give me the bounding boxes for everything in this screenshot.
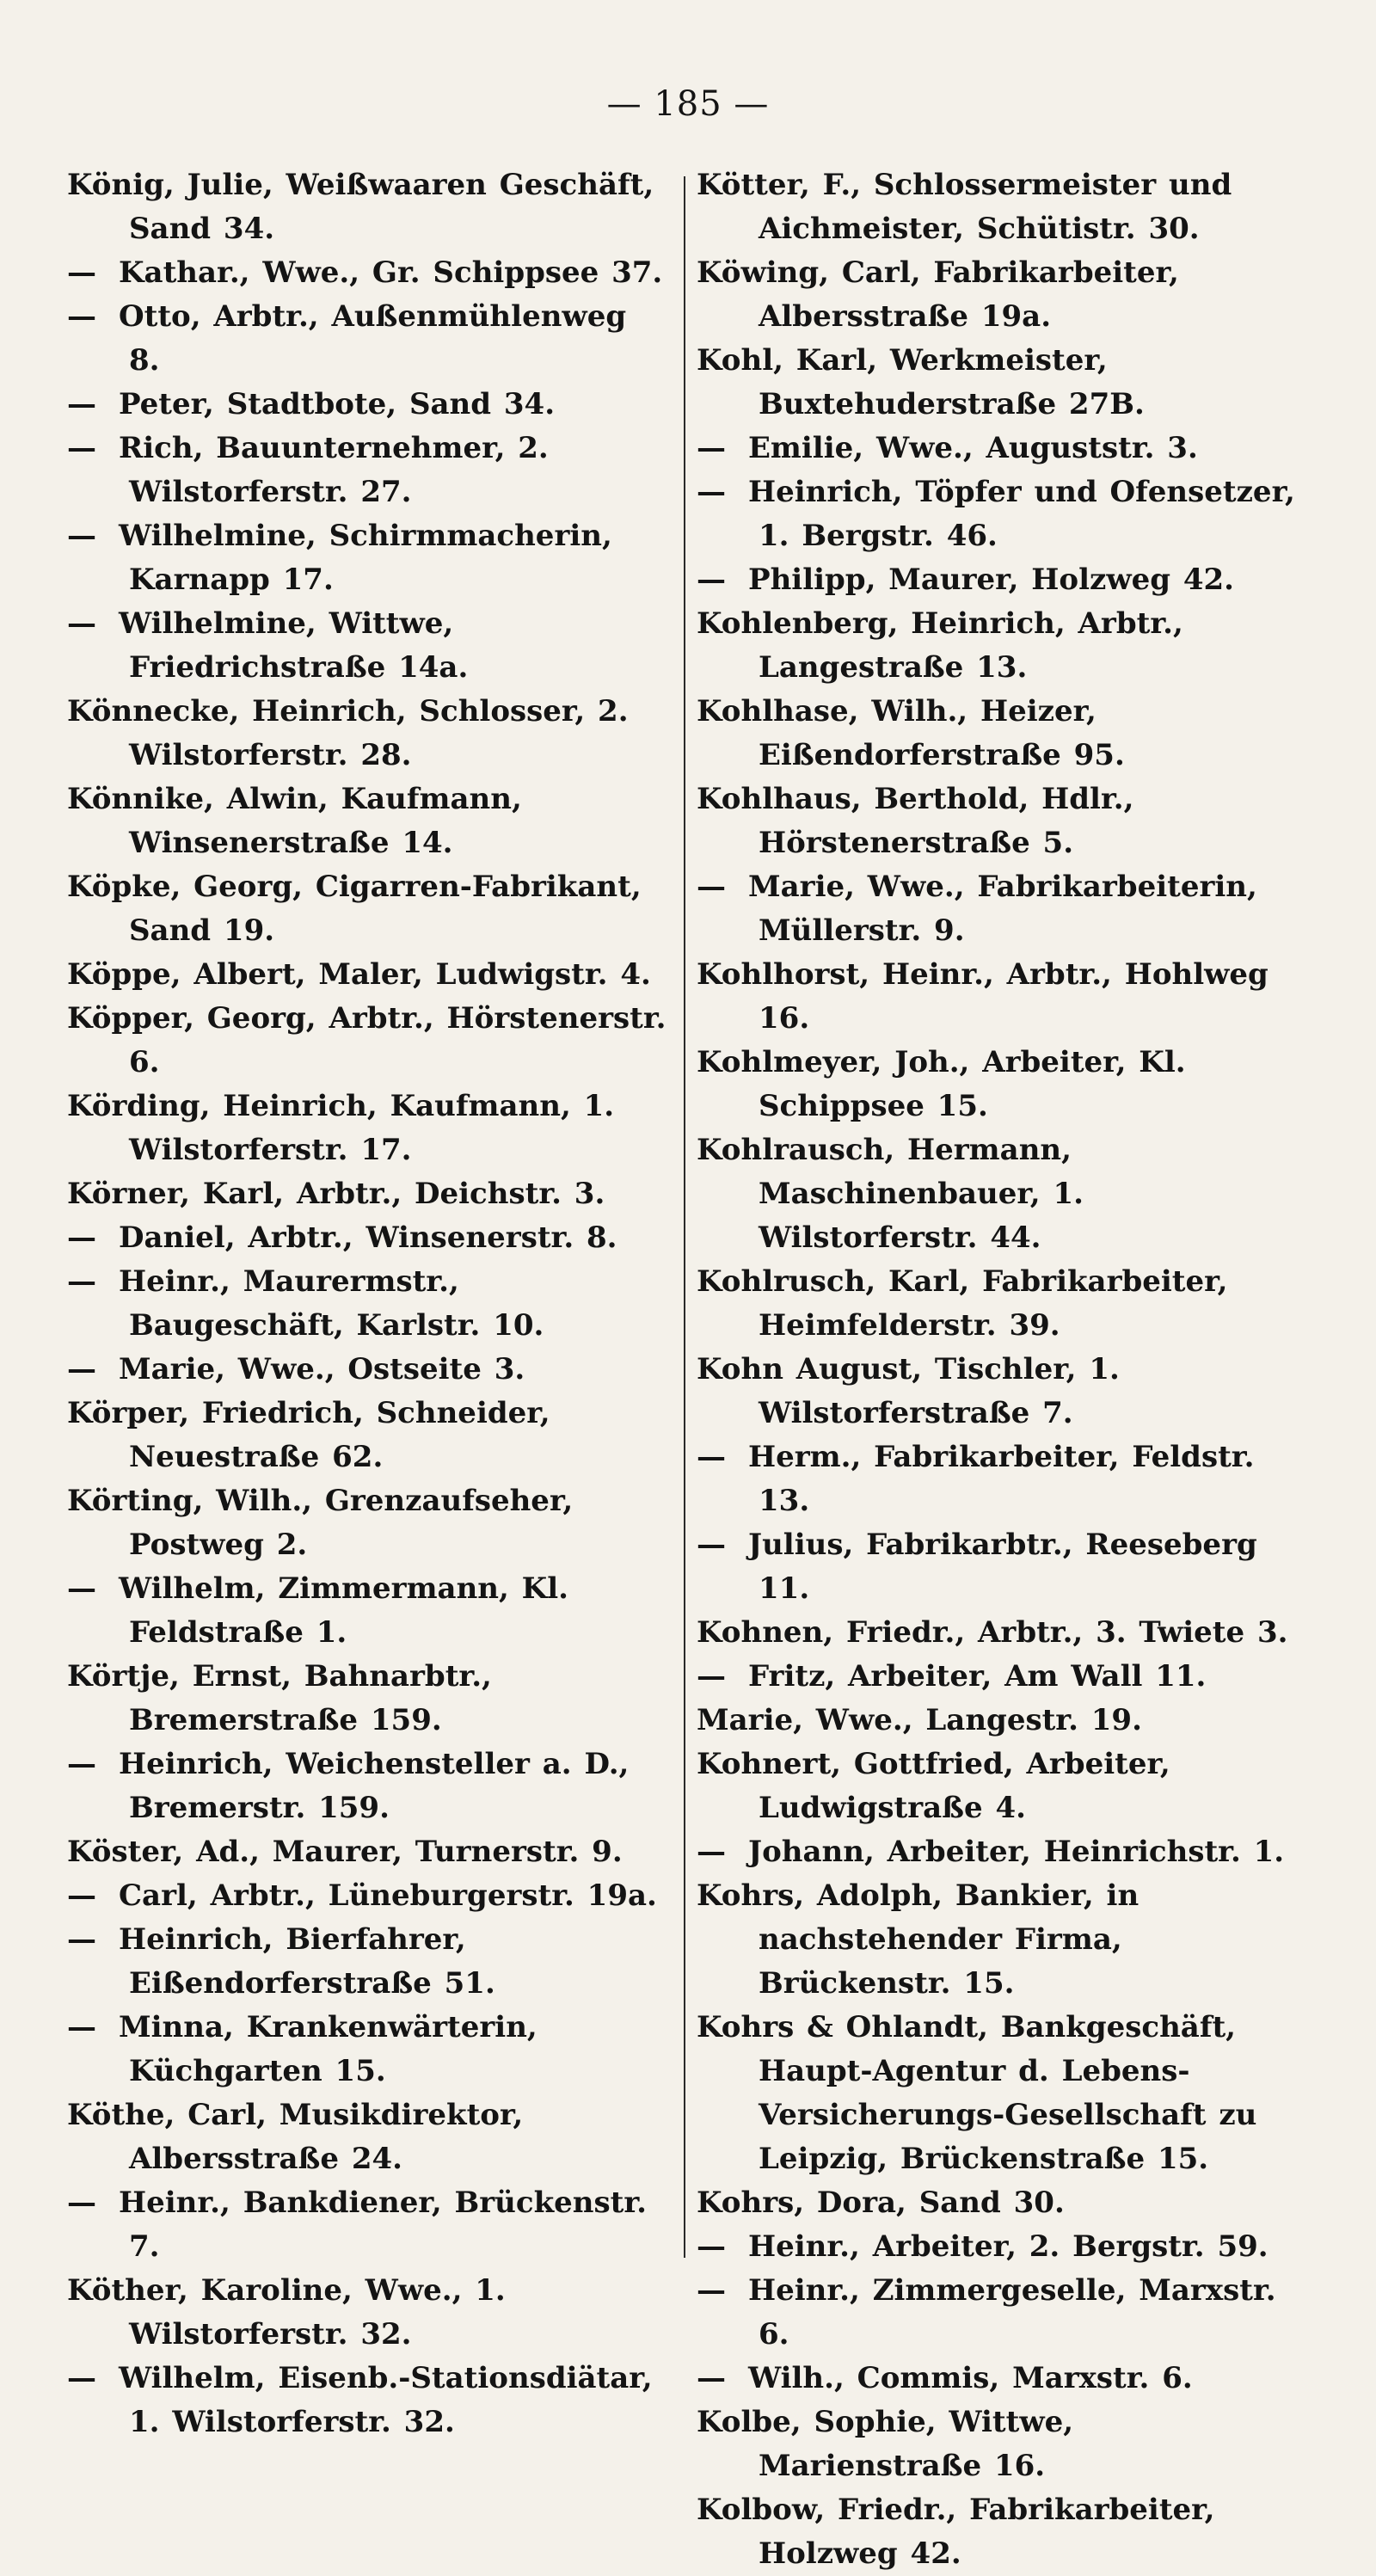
entry-text: Heinr., Arbeiter, 2. Bergstr. 59. bbox=[748, 2229, 1268, 2264]
directory-entry bbox=[697, 690, 1299, 778]
entry-text: Körting, Wilh., Grenzaufseher, Postweg 2. bbox=[67, 1484, 574, 1562]
directory-entry bbox=[67, 295, 669, 383]
ditto-dash: — bbox=[697, 1528, 726, 1562]
directory-entry bbox=[697, 2488, 1299, 2576]
directory-entry bbox=[67, 865, 669, 953]
entry-text: Daniel, Arbtr., Winsenerstr. 8. bbox=[119, 1220, 617, 1255]
entry-text: Körding, Heinrich, Kaufmann, 1. Wilstorferstr. 17. bbox=[67, 1089, 615, 1167]
directory-entry bbox=[67, 2093, 669, 2181]
ditto-dash: — bbox=[697, 2273, 726, 2308]
entry-text: Körtje, Ernst, Bahnarbtr., Bremerstraße 159. bbox=[67, 1659, 492, 1737]
directory-entry bbox=[67, 2006, 669, 2093]
directory-entry bbox=[697, 1611, 1299, 1655]
directory-entry bbox=[697, 2357, 1299, 2401]
ditto-dash: — bbox=[67, 2186, 96, 2220]
directory-entry bbox=[697, 427, 1299, 470]
entry-text: Peter, Stadtbote, Sand 34. bbox=[119, 387, 556, 421]
entry-text: Heinrich, Töpfer und Ofensetzer, 1. Bergstr. 46. bbox=[748, 475, 1295, 553]
directory-entry bbox=[67, 163, 669, 251]
entry-text: Marie, Wwe., Fabrikarbeiterin, Müllerstr. 9. bbox=[748, 870, 1257, 948]
directory-entry bbox=[697, 602, 1299, 690]
directory-entry bbox=[697, 1830, 1299, 1874]
directory-entry bbox=[67, 2269, 669, 2357]
directory-entry bbox=[67, 1216, 669, 1260]
directory-entry bbox=[697, 1655, 1299, 1699]
entry-text: Kohrs, Adolph, Bankier, in nachstehender Firma, Brückenstr. 15. bbox=[697, 1878, 1140, 2001]
ditto-dash: — bbox=[697, 2361, 726, 2395]
directory-entry bbox=[697, 1743, 1299, 1830]
entry-text: König, Julie, Weißwaaren Geschäft, Sand 34. bbox=[67, 168, 654, 246]
directory-entry bbox=[697, 2269, 1299, 2357]
ditto-dash: — bbox=[67, 255, 96, 290]
ditto-dash: — bbox=[67, 2010, 96, 2044]
page-number: — 185 — bbox=[606, 84, 770, 124]
directory-entry bbox=[67, 1085, 669, 1172]
entry-text: Kohl, Karl, Werkmeister, Buxtehuderstraße 27B. bbox=[697, 343, 1145, 421]
directory-entry bbox=[67, 1918, 669, 2006]
directory-entry bbox=[67, 953, 669, 997]
directory-entry bbox=[67, 427, 669, 514]
ditto-dash: — bbox=[67, 1878, 96, 1913]
entry-text: Wilh., Commis, Marxstr. 6. bbox=[748, 2361, 1193, 2395]
entry-text: Kohlhorst, Heinr., Arbtr., Hohlweg 16. bbox=[697, 957, 1268, 1036]
entry-text: Kohlhaus, Berthold, Hdlr., Hörstenerstraße 5. bbox=[697, 782, 1134, 860]
entry-text: Kathar., Wwe., Gr. Schippsee 37. bbox=[119, 255, 663, 290]
directory-entry bbox=[67, 383, 669, 427]
directory-entry bbox=[697, 339, 1299, 427]
entry-text: Kohn August, Tischler, 1. Wilstorferstraße 7. bbox=[697, 1352, 1120, 1430]
directory-entry bbox=[67, 1830, 669, 1874]
ditto-dash: — bbox=[67, 1352, 96, 1386]
entry-text: Wilhelmine, Schirmmacherin, Karnapp 17. bbox=[119, 519, 612, 597]
directory-entry bbox=[67, 2357, 669, 2444]
directory-entry bbox=[697, 1128, 1299, 1260]
entry-text: Kolbe, Sophie, Wittwe, Marienstraße 16. bbox=[697, 2405, 1074, 2483]
entry-text: Kohrs & Ohlandt, Bankgeschäft, Haupt-Agentur d. Lebens-Versicherungs-Gesellschaft zu Leipzig, Brückenstraße 15. bbox=[697, 2010, 1257, 2176]
directory-entry bbox=[67, 1260, 669, 1348]
entry-text: Körper, Friedrich, Schneider, Neuestraße 62. bbox=[67, 1396, 550, 1474]
entry-text: Kolbow, Friedr., Fabrikarbeiter, Holzweg 42. bbox=[697, 2493, 1215, 2571]
entry-text: Herm., Fabrikarbeiter, Feldstr. 13. bbox=[748, 1440, 1255, 1518]
directory-entry bbox=[697, 2181, 1299, 2225]
directory-entry bbox=[697, 1523, 1299, 1611]
entry-text: Köster, Ad., Maurer, Turnerstr. 9. bbox=[67, 1835, 623, 1869]
directory-entry bbox=[697, 865, 1299, 953]
entry-text: Wilhelm, Zimmermann, Kl. Feldstraße 1. bbox=[119, 1571, 568, 1650]
directory-entry bbox=[67, 1655, 669, 1743]
entry-text: Heinr., Bankdiener, Brückenstr. 7. bbox=[119, 2186, 647, 2264]
directory-entry bbox=[67, 514, 669, 602]
ditto-dash: — bbox=[697, 475, 726, 509]
directory-entry bbox=[67, 1348, 669, 1392]
entry-text: Könnike, Alwin, Kaufmann, Winsenerstraße 14. bbox=[67, 782, 522, 860]
directory-entry bbox=[697, 1436, 1299, 1523]
ditto-dash: — bbox=[697, 431, 726, 465]
entry-text: Otto, Arbtr., Außenmühlenweg 8. bbox=[119, 299, 627, 378]
left-column bbox=[67, 163, 669, 2444]
entry-text: Philipp, Maurer, Holzweg 42. bbox=[748, 563, 1234, 597]
directory-entry bbox=[67, 778, 669, 865]
directory-entry bbox=[67, 997, 669, 1085]
ditto-dash: — bbox=[67, 2361, 96, 2395]
entry-text: Carl, Arbtr., Lüneburgerstr. 19a. bbox=[119, 1878, 657, 1913]
entry-text: Emilie, Wwe., Auguststr. 3. bbox=[748, 431, 1198, 465]
entry-text: Kohnert, Gottfried, Arbeiter, Ludwigstraße 4. bbox=[697, 1747, 1170, 1825]
entry-text: Kötter, F., Schlossermeister und Aichmeister, Schütistr. 30. bbox=[697, 168, 1232, 246]
entry-text: Marie, Wwe., Langestr. 19. bbox=[697, 1703, 1142, 1737]
entry-text: Minna, Krankenwärterin, Küchgarten 15. bbox=[119, 2010, 538, 2088]
directory-entry bbox=[67, 1743, 669, 1830]
entry-text: Köpke, Georg, Cigarren-Fabrikant, Sand 19. bbox=[67, 870, 642, 948]
entry-text: Kohlrausch, Hermann, Maschinenbauer, 1. Wilstorferstr. 44. bbox=[697, 1133, 1084, 1255]
entry-text: Kohlrusch, Karl, Fabrikarbeiter, Heimfelderstr. 39. bbox=[697, 1264, 1228, 1343]
entry-text: Heinrich, Weichensteller a. D., Bremerstr. 159. bbox=[119, 1747, 630, 1825]
directory-entry bbox=[697, 1041, 1299, 1128]
right-column bbox=[697, 163, 1299, 2576]
ditto-dash: — bbox=[697, 870, 726, 904]
directory-entry bbox=[697, 953, 1299, 1041]
directory-entry bbox=[67, 251, 669, 295]
entry-text: Wilhelmine, Wittwe, Friedrichstraße 14a. bbox=[119, 606, 469, 685]
entry-text: Heinrich, Bierfahrer, Eißendorferstraße 51. bbox=[119, 1922, 495, 2001]
entry-text: Köpper, Georg, Arbtr., Hörstenerstr. 6. bbox=[67, 1001, 666, 1079]
column-divider bbox=[684, 176, 685, 2258]
directory-entry bbox=[697, 1348, 1299, 1436]
directory-entry bbox=[697, 2006, 1299, 2181]
directory-entry bbox=[67, 1479, 669, 1567]
entry-text: Kohnen, Friedr., Arbtr., 3. Twiete 3. bbox=[697, 1615, 1288, 1650]
directory-entry bbox=[697, 2225, 1299, 2269]
entry-text: Körner, Karl, Arbtr., Deichstr. 3. bbox=[67, 1177, 605, 1211]
ditto-dash: — bbox=[67, 606, 96, 641]
ditto-dash: — bbox=[697, 1659, 726, 1694]
ditto-dash: — bbox=[697, 563, 726, 597]
directory-entry bbox=[67, 690, 669, 778]
directory-entry bbox=[697, 2401, 1299, 2488]
directory-entry bbox=[697, 251, 1299, 339]
ditto-dash: — bbox=[697, 1835, 726, 1869]
ditto-dash: — bbox=[67, 1264, 96, 1299]
entry-text: Wilhelm, Eisenb.-Stationsdiätar, 1. Wilstorferstr. 32. bbox=[119, 2361, 653, 2439]
entry-text: Kohrs, Dora, Sand 30. bbox=[697, 2186, 1065, 2220]
ditto-dash: — bbox=[67, 387, 96, 421]
entry-text: Köther, Karoline, Wwe., 1. Wilstorferstr. 32. bbox=[67, 2273, 506, 2352]
ditto-dash: — bbox=[697, 1440, 726, 1474]
directory-entry bbox=[67, 2181, 669, 2269]
directory-entry bbox=[697, 1260, 1299, 1348]
directory-entry bbox=[67, 1172, 669, 1216]
directory-entry bbox=[697, 778, 1299, 865]
entry-text: Kohlhase, Wilh., Heizer, Eißendorferstraße 95. bbox=[697, 694, 1125, 772]
directory-entry bbox=[67, 1567, 669, 1655]
ditto-dash: — bbox=[67, 1571, 96, 1606]
ditto-dash: — bbox=[67, 1220, 96, 1255]
directory-entry bbox=[697, 1874, 1299, 2006]
entry-text: Fritz, Arbeiter, Am Wall 11. bbox=[748, 1659, 1207, 1694]
entry-text: Könnecke, Heinrich, Schlosser, 2. Wilstorferstr. 28. bbox=[67, 694, 629, 772]
entry-text: Marie, Wwe., Ostseite 3. bbox=[119, 1352, 525, 1386]
entry-text: Julius, Fabrikarbtr., Reeseberg 11. bbox=[748, 1528, 1257, 1606]
ditto-dash: — bbox=[67, 431, 96, 465]
entry-text: Heinr., Maurermstr., Baugeschäft, Karlstr. 10. bbox=[119, 1264, 544, 1343]
entry-text: Kohlenberg, Heinrich, Arbtr., Langestraße 13. bbox=[697, 606, 1183, 685]
directory-entry bbox=[67, 602, 669, 690]
ditto-dash: — bbox=[67, 519, 96, 553]
ditto-dash: — bbox=[67, 1922, 96, 1957]
directory-entry bbox=[697, 163, 1299, 251]
entry-text: Kohlmeyer, Joh., Arbeiter, Kl. Schippsee 15. bbox=[697, 1045, 1186, 1123]
entry-text: Köppe, Albert, Maler, Ludwigstr. 4. bbox=[67, 957, 651, 992]
directory-entry bbox=[697, 470, 1299, 558]
ditto-dash: — bbox=[67, 1747, 96, 1781]
directory-entry bbox=[697, 558, 1299, 602]
entry-text: Köthe, Carl, Musikdirektor, Albersstraße 24. bbox=[67, 2098, 524, 2176]
directory-entry bbox=[67, 1392, 669, 1479]
entry-text: Heinr., Zimmergeselle, Marxstr. 6. bbox=[748, 2273, 1276, 2352]
ditto-dash: — bbox=[697, 2229, 726, 2264]
entry-text: Rich, Bauunternehmer, 2. Wilstorferstr. 27. bbox=[119, 431, 549, 509]
directory-entry bbox=[67, 1874, 669, 1918]
ditto-dash: — bbox=[67, 299, 96, 334]
entry-text: Köwing, Carl, Fabrikarbeiter, Albersstraße 19a. bbox=[697, 255, 1179, 334]
entry-text: Johann, Arbeiter, Heinrichstr. 1. bbox=[748, 1835, 1285, 1869]
directory-entry bbox=[697, 1699, 1299, 1743]
